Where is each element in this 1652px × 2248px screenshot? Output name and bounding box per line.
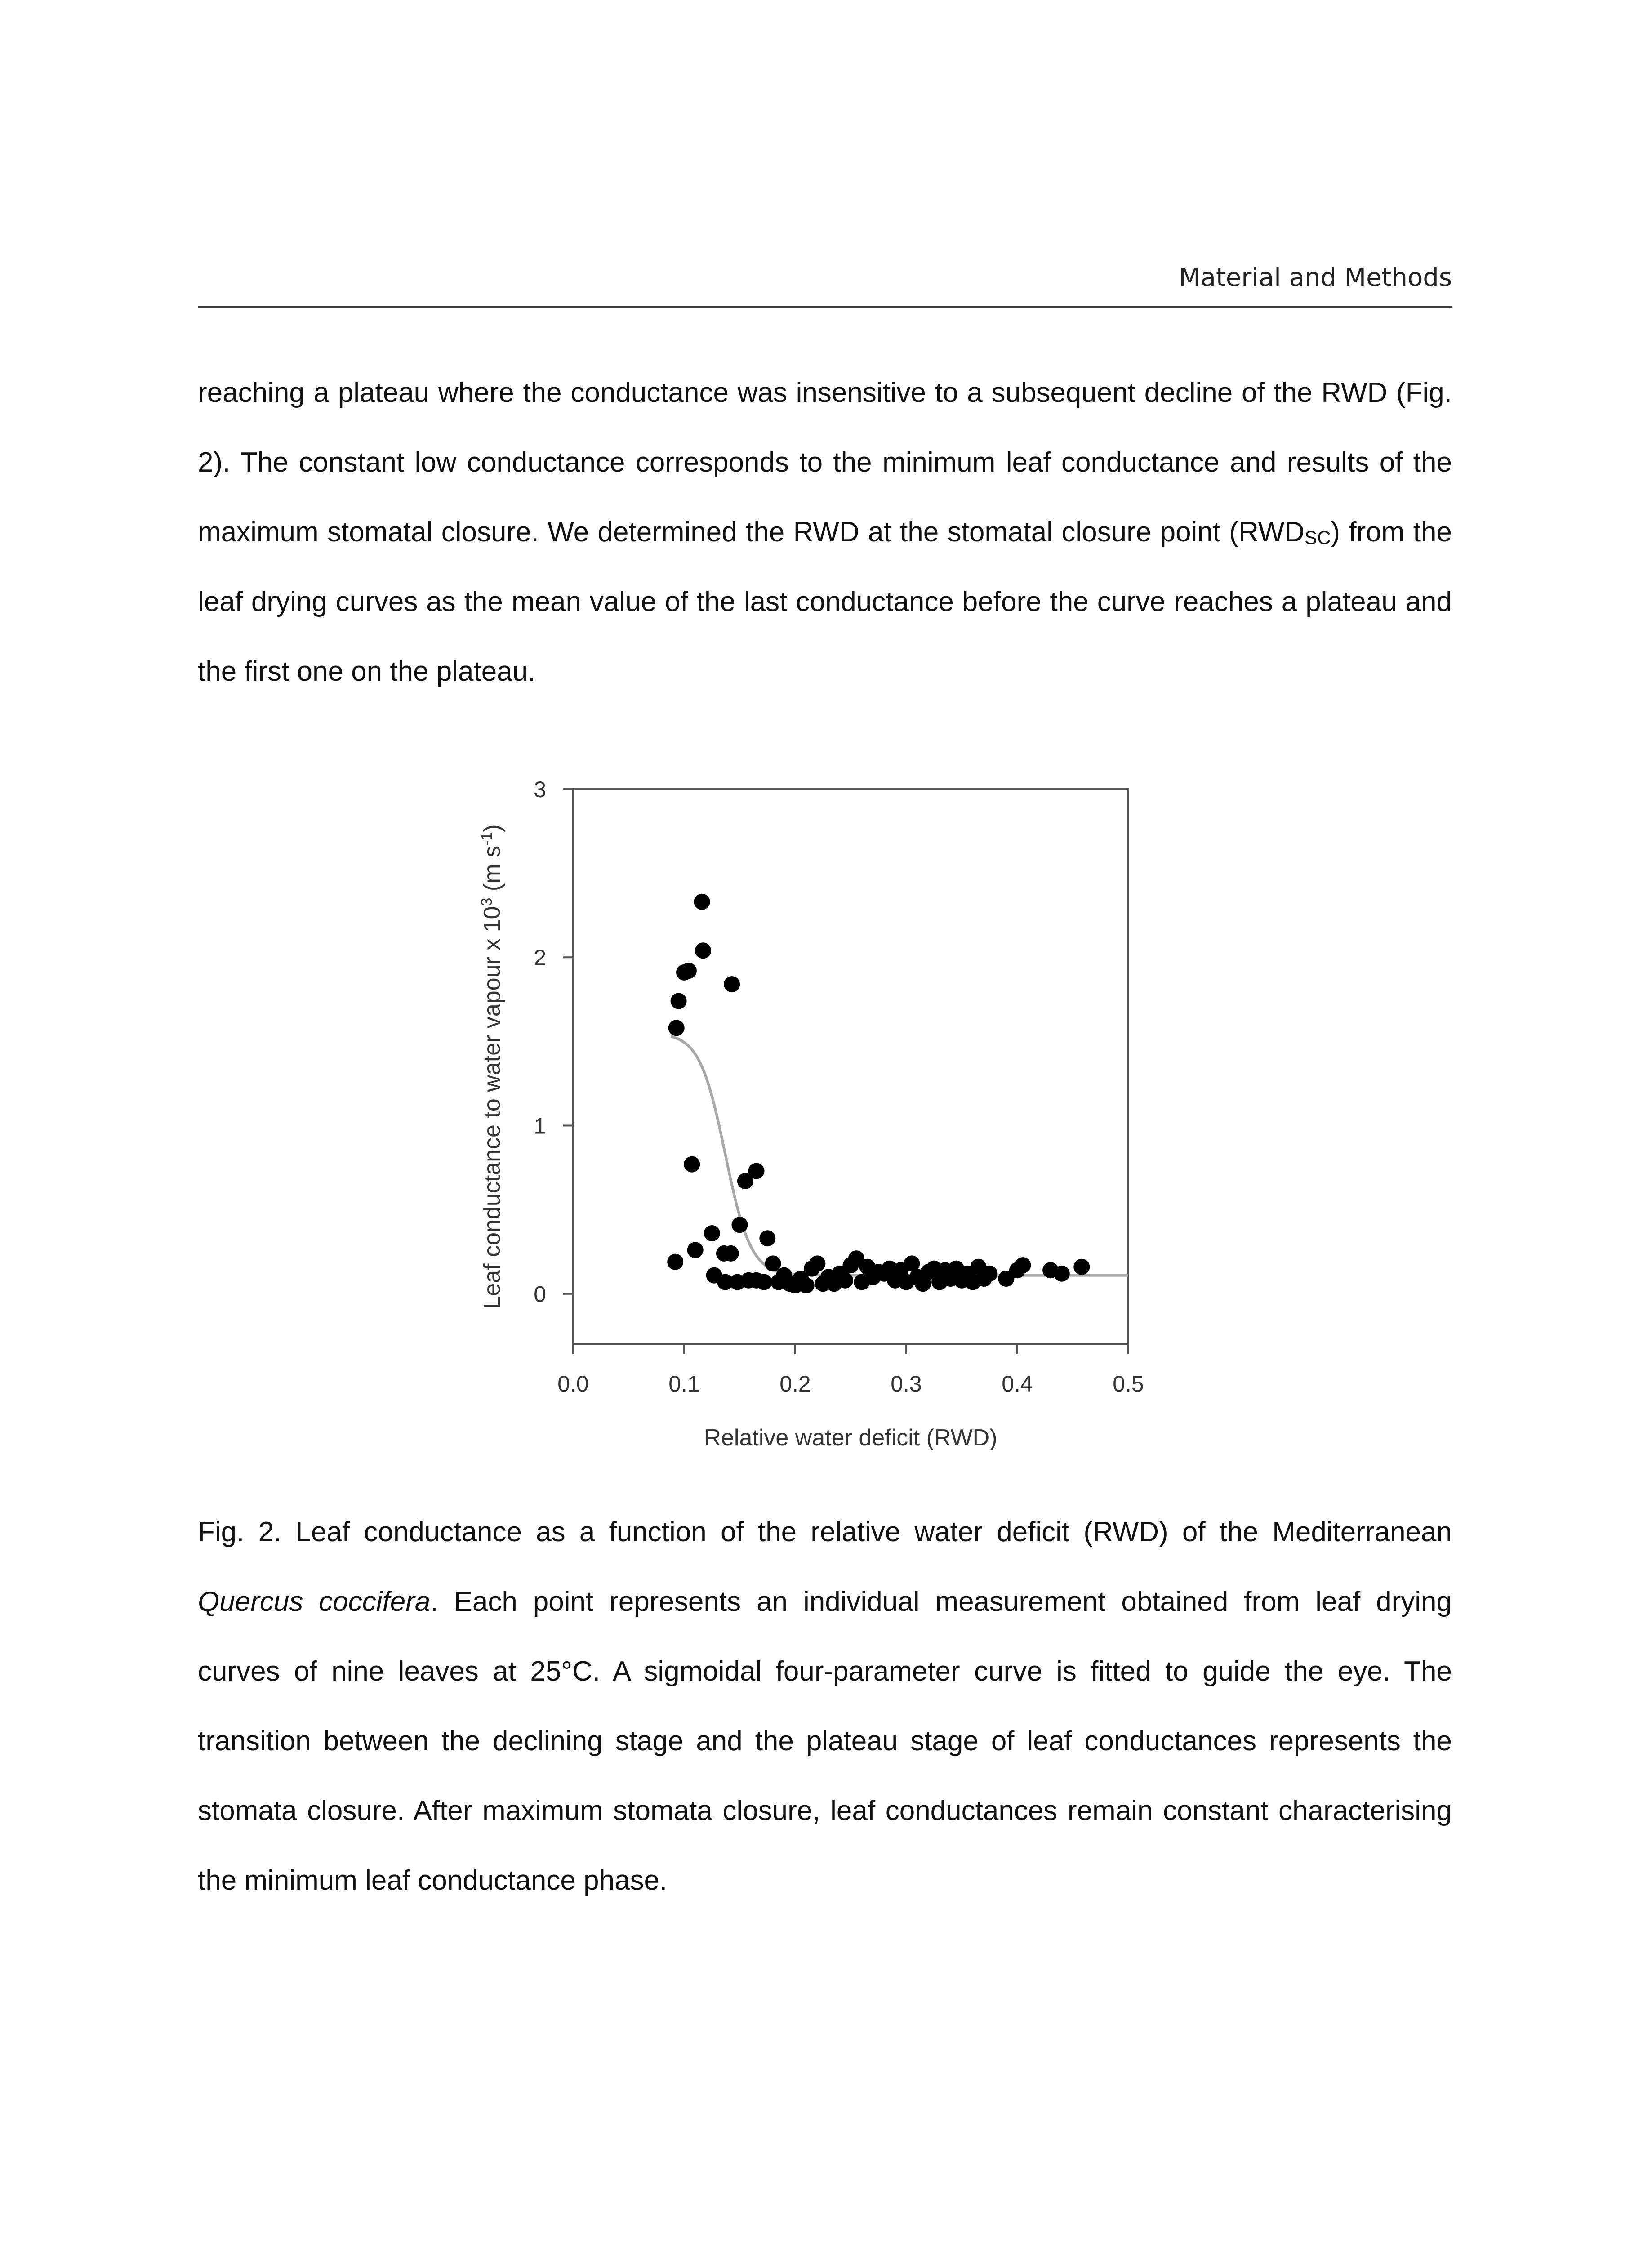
- y-axis-label-part: (m s: [479, 845, 505, 898]
- data-point: [694, 894, 710, 910]
- data-point: [756, 1274, 772, 1290]
- figure-caption: [198, 1497, 1452, 1915]
- data-point: [668, 1020, 685, 1036]
- x-tick-label: 0.2: [779, 1371, 811, 1396]
- data-point: [724, 976, 740, 992]
- data-point: [684, 1156, 700, 1173]
- data-point: [1054, 1266, 1070, 1282]
- plot-area: [478, 777, 1144, 1451]
- caption-rest: . Each point represents an individual measurement obtained from leaf drying curves of nine leaves at 25°C. A sigmoidal four-parameter curve is fitted to guide the eye. The transition between the declining stage and the plateau stage of leaf conductances represents the stomata closure. After maximum stomata closure, leaf conductances remain constant characterising the minimum leaf conductance phase.: [198, 1586, 1452, 1896]
- data-point: [837, 1272, 853, 1289]
- data-point: [981, 1266, 997, 1282]
- y-axis-label-part: ): [479, 824, 505, 832]
- body-text-subscript: SC: [1305, 527, 1331, 548]
- data-point: [667, 1254, 683, 1270]
- y-tick-label: 3: [534, 777, 546, 802]
- x-tick-label: 0.5: [1113, 1371, 1144, 1396]
- data-point: [1015, 1257, 1031, 1273]
- caption-lead: Fig. 2. Leaf conductance as a function of the relative water deficit (RWD) of the Mediterranean: [198, 1517, 1452, 1548]
- data-point: [748, 1163, 765, 1179]
- data-point: [1073, 1259, 1090, 1275]
- section-title: Material and Methods: [1179, 263, 1452, 292]
- y-tick-label: 2: [534, 945, 546, 971]
- y-tick-label: 0: [534, 1281, 546, 1307]
- body-text-part2: ) from the leaf drying curves as the mean value of the last conductance before the curve reaches a plateau and the first one on the plateau.: [198, 517, 1452, 687]
- body-paragraph: [198, 358, 1452, 706]
- data-point: [671, 993, 687, 1009]
- x-tick-label: 0.1: [668, 1371, 700, 1396]
- data-point: [798, 1277, 815, 1293]
- y-axis-label: [478, 824, 505, 1309]
- figure-2-chart: [472, 755, 1173, 1457]
- data-point: [687, 1242, 704, 1258]
- data-point: [759, 1230, 775, 1246]
- x-tick-label: 0.0: [557, 1371, 589, 1396]
- y-axis-label-part: Leaf conductance to water vapour x 10: [479, 906, 505, 1309]
- caption-species: Quercus coccifera: [198, 1586, 431, 1617]
- y-axis-label-part: -1: [478, 832, 495, 846]
- y-tick-label: 1: [534, 1113, 546, 1139]
- x-tick-label: 0.4: [1002, 1371, 1033, 1396]
- data-point: [695, 942, 711, 959]
- data-point: [732, 1217, 748, 1233]
- data-point: [704, 1225, 720, 1241]
- running-header: [198, 263, 1452, 308]
- x-tick-label: 0.3: [891, 1371, 922, 1396]
- body-text-part1: reaching a plateau where the conductance was insensitive to a subsequent decline of the RWD (Fig. 2). The constant low conductance corresponds to the minimum leaf conductance and results of the maximum stomatal closure. We determined the RWD at the stomatal closure point (RWD: [198, 377, 1452, 548]
- data-point: [681, 963, 697, 979]
- x-axis-label: Relative water deficit (RWD): [704, 1425, 997, 1451]
- fit-curve: [671, 1036, 1128, 1276]
- data-point: [809, 1255, 825, 1271]
- header-rule: [198, 306, 1452, 308]
- data-point: [723, 1245, 739, 1262]
- data-point: [765, 1255, 781, 1271]
- y-axis-label-part: 3: [478, 897, 495, 906]
